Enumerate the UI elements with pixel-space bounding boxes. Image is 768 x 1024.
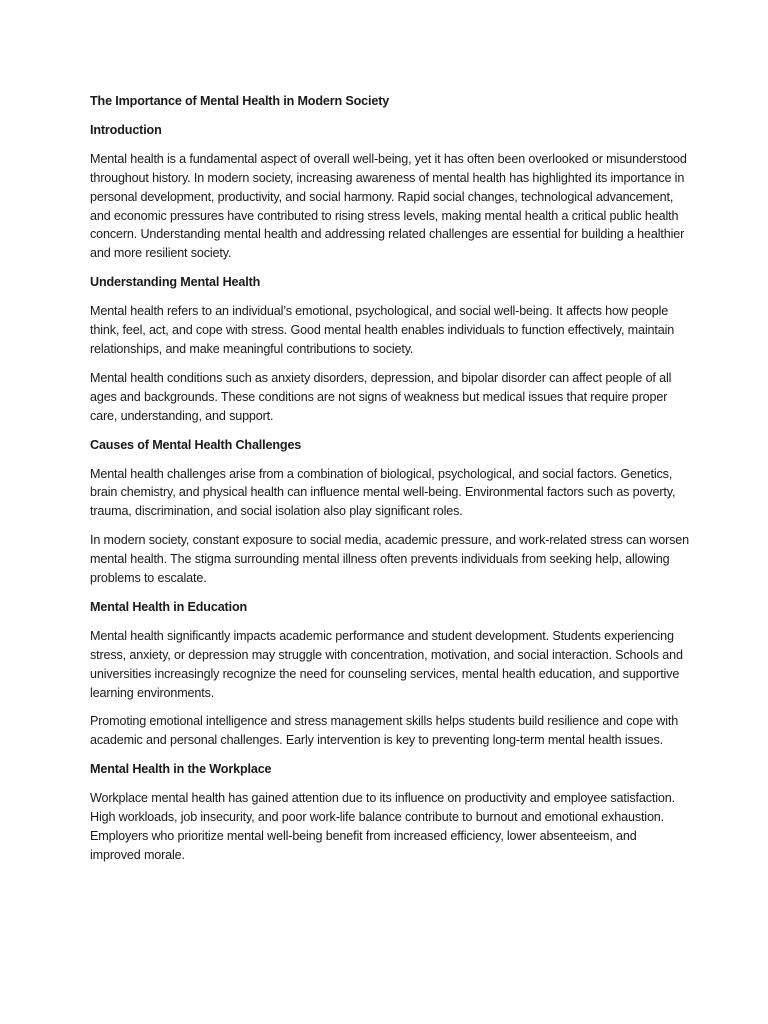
paragraph-workplace-1: Workplace mental health has gained attention due to its influence on productivity and employee satisfaction. High workloads, job insecurity, and poor work-life balance contribute to burnout and emotional exhaustion. Employers who prioritize mental well-being benefit from increased efficiency, lower absenteeism, and improved morale. — [90, 791, 675, 862]
section-heading-causes: Causes of Mental Health Challenges — [90, 437, 302, 452]
paragraph-causes-2: In modern society, constant exposure to social media, academic pressure, and work-related stress can worsen mental health. The stigma surrounding mental illness often prevents individuals from seeking help, allowing problems to escalate. — [90, 533, 690, 586]
paragraph-causes-1: Mental health challenges arise from a combination of biological, psychological, and social factors. Genetics, brain chemistry, and physical health can influence mental well-being. Environmental factors such as poverty, trauma, discrimination, and social isolation also play significant roles. — [90, 466, 676, 519]
paragraph-understanding-2: Mental health conditions such as anxiety disorders, depression, and bipolar disorder can affect people of all ages and backgrounds. These conditions are not signs of weakness but medical issues that require proper care, understanding, and support. — [90, 370, 672, 423]
paragraph-introduction-1: Mental health is a fundamental aspect of overall well-being, yet it has often been overlooked or misunderstood throughout history. In modern society, increasing awareness of mental health has highlighted its importance in personal development, productivity, and social harmony. Rapid social changes, technological advancement, and economic pressures have contributed to rising stress levels, making mental health a critical public health concern. Understanding mental health and addressing related challenges are essential for building a healthier and more resilient society. — [90, 151, 687, 261]
paragraph-understanding-1: Mental health refers to an individual’s emotional, psychological, and social well-being. It affects how people think, feel, act, and cope with stress. Good mental health enables individuals to function effectively, maintain relationships, and make meaningful contributions to society. — [90, 304, 675, 356]
section-heading-workplace: Mental Health in the Workplace — [90, 762, 272, 777]
paragraph-education-2: Promoting emotional intelligence and stress management skills helps students build resilience and cope with academic and personal challenges. Early intervention is key to preventing long-term mental health issues. — [90, 714, 679, 748]
section-heading-understanding: Understanding Mental Health — [90, 275, 261, 290]
section-heading-education: Mental Health in Education — [90, 599, 248, 614]
document-page — [90, 92, 690, 875]
section-heading-introduction: Introduction — [90, 122, 162, 137]
paragraph-education-1: Mental health significantly impacts academic performance and student development. Students experiencing stress, anxiety, or depression may struggle with concentration, motivation, and social interaction. Schools and universities increasingly recognize the need for counseling services, mental health education, and supportive learning environments. — [90, 628, 683, 700]
document-title: The Importance of Mental Health in Modern Society — [90, 94, 390, 108]
